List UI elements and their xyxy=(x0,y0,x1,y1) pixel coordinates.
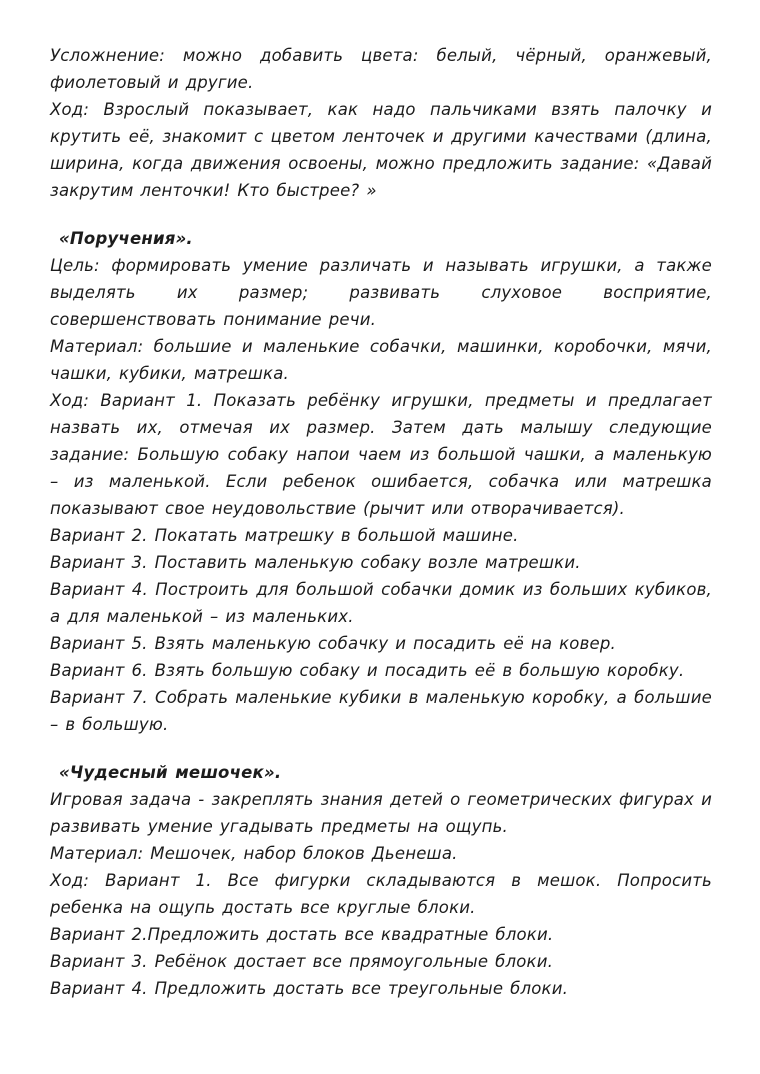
paragraph-uslozhnenie: Усложнение: можно добавить цвета: белый, чёрный, оранжевый, фиолетовый и другие. xyxy=(50,46,712,92)
paragraph-variant-3b: Вариант 3. Ребёнок достает все прямоугольные блоки. xyxy=(50,952,554,971)
paragraph-variant-5: Вариант 5. Взять маленькую собачку и посадить её на ковер. xyxy=(50,634,616,653)
section-heading-chudesny-meshochek: «Чудесный мешочек». xyxy=(59,763,282,782)
paragraph-variant-2b: Вариант 2.Предложить достать все квадратные блоки. xyxy=(50,925,554,944)
paragraph-variant-6: Вариант 6. Взять большую собаку и посадить её в большую коробку. xyxy=(50,661,685,680)
paragraph-variant-7: Вариант 7. Собрать маленькие кубики в маленькую коробку, а большие – в большую. xyxy=(50,688,712,734)
paragraph-igrovaya-zadacha: Игровая задача - закреплять знания детей о геометрических фигурах и развивать умение угадывать предметы на ощупь. xyxy=(50,790,712,836)
paragraph-hod-variant-1: Ход: Вариант 1. Показать ребёнку игрушки, предметы и предлагает назвать их, отмечая их размер. Затем дать малышу следующие задание: Большую собаку напои чаем из большой чашки, а маленькую – из маленькой. Если ребенок ошибается, собачка или матрешка показывают свое неудовольствие (рычит или отворачивается). xyxy=(50,391,712,518)
paragraph-hod-lentochki: Ход: Взрослый показывает, как надо пальчиками взять палочку и крутить её, знакомит с цветом ленточек и другими качествами (длина, ширина, когда движения освоены, можно предложить задание: «Давай закрутим ленточки! Кто быстрее? » xyxy=(50,100,712,200)
paragraph-variant-2: Вариант 2. Покатать матрешку в большой машине. xyxy=(50,526,519,545)
paragraph-variant-3: Вариант 3. Поставить маленькую собаку возле матрешки. xyxy=(50,553,581,572)
paragraph-material-1: Материал: большие и маленькие собачки, машинки, коробочки, мячи, чашки, кубики, матрешка. xyxy=(50,337,712,383)
paragraph-material-2: Материал: Мешочек, набор блоков Дьенеша. xyxy=(50,844,458,863)
paragraph-variant-4: Вариант 4. Построить для большой собачки домик из больших кубиков, а для маленькой – из маленьких. xyxy=(50,580,712,626)
paragraph-variant-4b: Вариант 4. Предложить достать все треугольные блоки. xyxy=(50,979,569,998)
section-heading-porucheniya: «Поручения». xyxy=(59,229,193,248)
paragraph-hod-variant-1b: Ход: Вариант 1. Все фигурки складываются в мешок. Попросить ребенка на ощупь достать все круглые блоки. xyxy=(50,871,712,917)
paragraph-tsel: Цель: формировать умение различать и называть игрушки, а также выделять их размер; развивать слуховое восприятие, совершенствовать понимание речи. xyxy=(50,256,712,329)
